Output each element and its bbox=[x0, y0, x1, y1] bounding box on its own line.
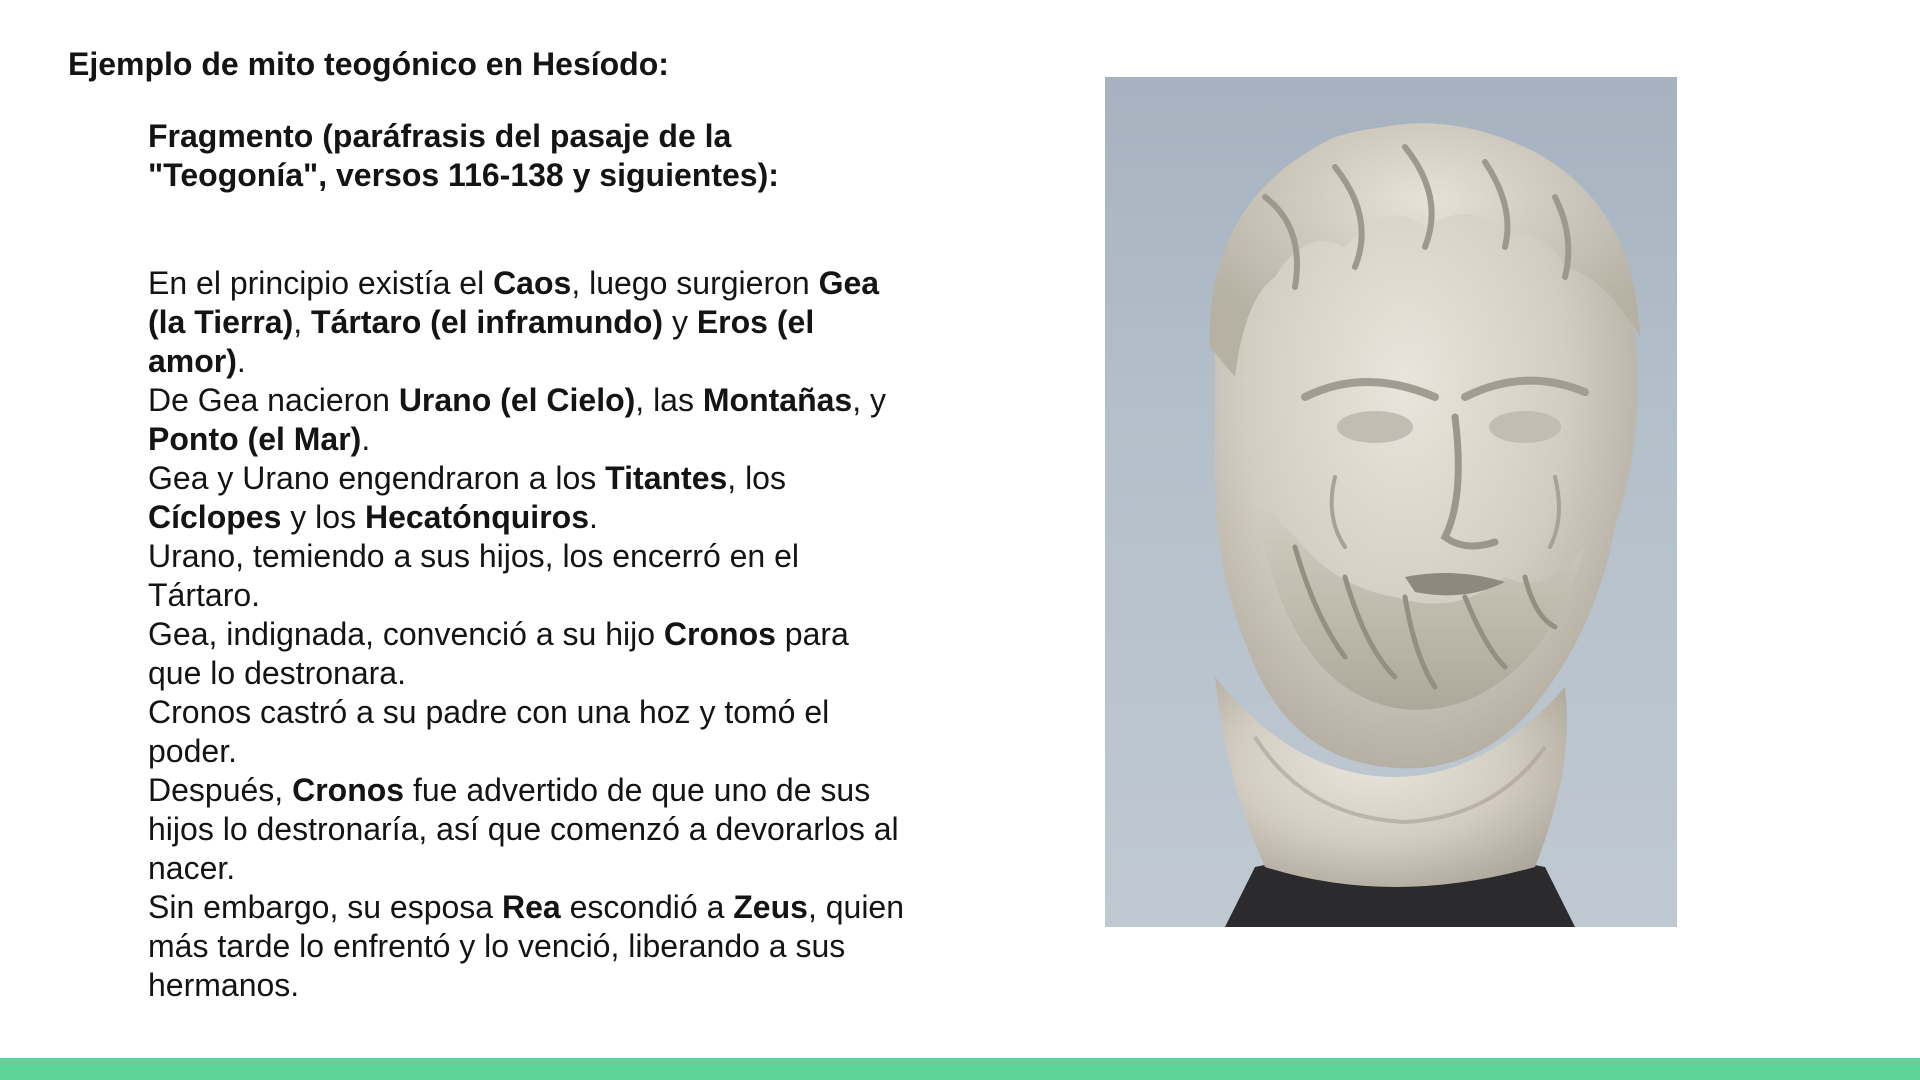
bold-term: Gea (la Tierra) bbox=[148, 265, 880, 340]
myth-paragraph bbox=[148, 693, 908, 771]
bold-term: Hecatónquiros bbox=[364, 499, 589, 535]
text-run: , quien más tarde lo enfrentó y lo venció, liberando a sus hermanos. bbox=[148, 889, 905, 1003]
text-run: Gea, indignada, convenció a su hijo bbox=[148, 616, 664, 652]
fragment-heading: Fragmento (paráfrasis del pasaje de la "Teogonía", versos 116-138 y siguientes): bbox=[148, 118, 779, 193]
text-run: fue advertido de que uno de sus hijos lo destronaría, así que comenzó a devorarlos al nacer. bbox=[148, 772, 899, 886]
footer-accent-bar bbox=[0, 1058, 1920, 1080]
myth-paragraph bbox=[148, 771, 908, 888]
bold-term: Cronos bbox=[663, 616, 776, 652]
text-run: escondió a bbox=[560, 889, 734, 925]
myth-paragraphs bbox=[148, 264, 908, 1005]
hesiod-bust-image bbox=[1105, 77, 1677, 927]
bold-term: Caos bbox=[493, 265, 572, 301]
slide-title: Ejemplo de mito teogónico en Hesíodo: bbox=[68, 46, 669, 82]
text-run: De Gea nacieron bbox=[148, 382, 399, 418]
myth-paragraph bbox=[148, 615, 908, 693]
text-run: . bbox=[236, 343, 246, 379]
text-run: Sin embargo, su esposa bbox=[148, 889, 502, 925]
bold-term: Cíclopes bbox=[148, 499, 282, 535]
bold-term: Zeus bbox=[733, 889, 808, 925]
bold-term: Cronos bbox=[292, 772, 405, 808]
text-run: , y bbox=[852, 382, 886, 418]
text-run: y los bbox=[281, 499, 365, 535]
text-run: , las bbox=[635, 382, 703, 418]
text-run: . bbox=[588, 499, 598, 535]
bold-term: Eros (el amor) bbox=[148, 304, 815, 379]
text-run: , bbox=[293, 304, 312, 340]
text-run: En el principio existía el bbox=[148, 265, 494, 301]
myth-paragraph bbox=[148, 381, 908, 459]
text-run: , los bbox=[727, 460, 786, 496]
bold-term: Ponto (el Mar) bbox=[148, 421, 362, 457]
text-run: para que lo destronara. bbox=[148, 616, 849, 691]
bold-term: Tártaro (el inframundo) bbox=[311, 304, 664, 340]
text-run: Gea y Urano engendraron a los bbox=[148, 460, 606, 496]
bold-term: Urano (el Cielo) bbox=[398, 382, 636, 418]
text-run: , luego surgieron bbox=[571, 265, 819, 301]
myth-paragraph bbox=[148, 537, 908, 615]
myth-paragraph bbox=[148, 888, 908, 1005]
marble-bust-portrait-icon bbox=[1105, 77, 1677, 927]
text-run: y bbox=[663, 304, 697, 340]
text-run: Después, bbox=[148, 772, 293, 808]
myth-paragraph bbox=[148, 264, 908, 381]
text-run: . bbox=[361, 421, 371, 457]
bold-term: Titantes bbox=[605, 460, 728, 496]
text-run: Cronos castró a su padre con una hoz y tomó el poder. bbox=[148, 694, 830, 769]
text-run: Urano, temiendo a sus hijos, los encerró en el Tártaro. bbox=[148, 538, 800, 613]
bold-term: Rea bbox=[501, 889, 561, 925]
myth-paragraph bbox=[148, 459, 908, 537]
bold-term: Montañas bbox=[702, 382, 853, 418]
